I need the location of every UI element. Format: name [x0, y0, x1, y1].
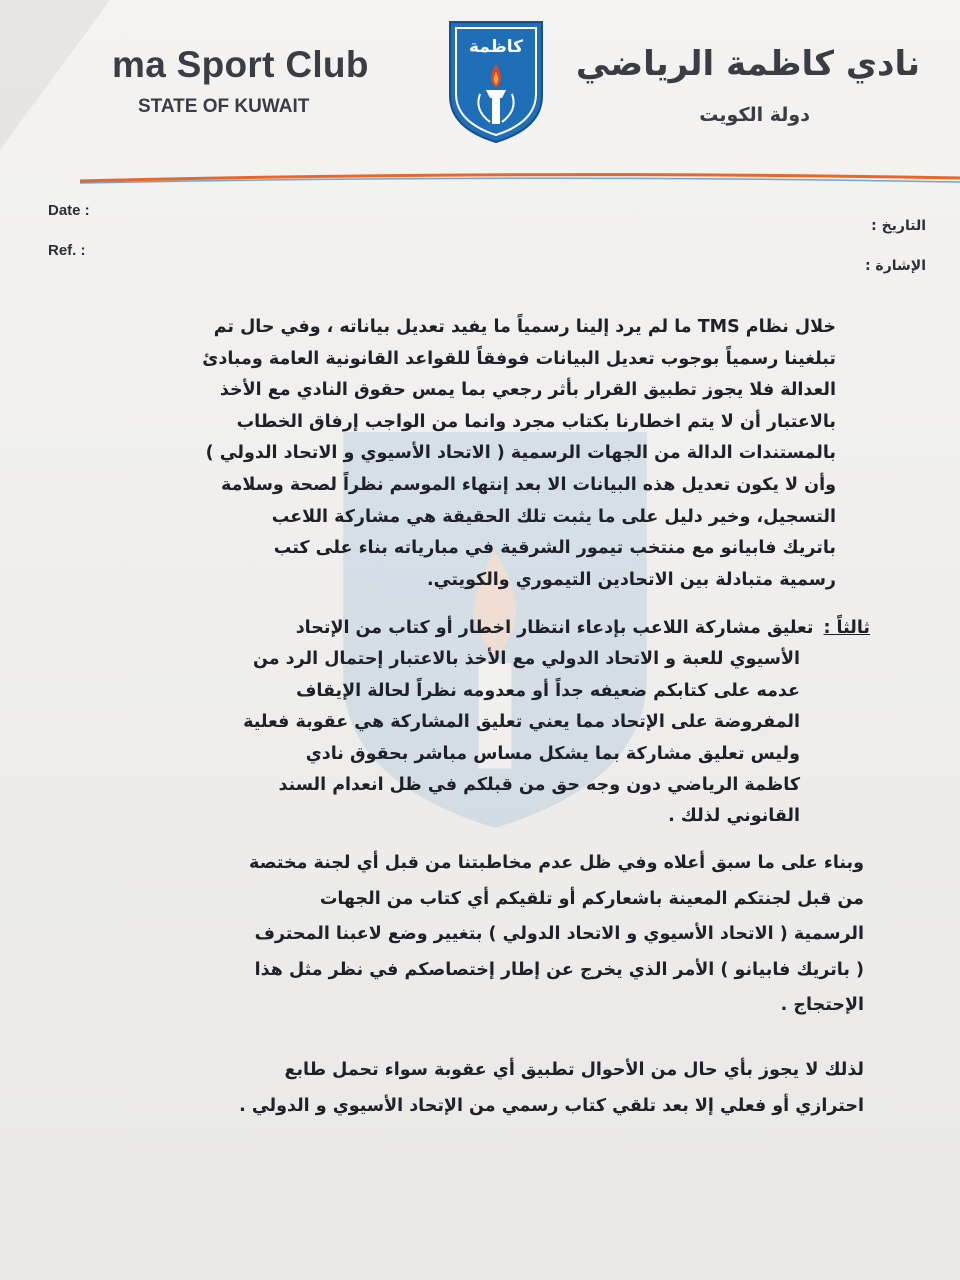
text-line: وبناء على ما سبق أعلاه وفي ظل عدم مخاطبتنا من قبل أي لجنة مختصة: [249, 853, 864, 873]
text-line: تعليق مشاركة اللاعب بإدعاء انتظار اخطار أو كتاب من الإتحاد: [295, 618, 814, 638]
text-line: وليس تعليق مشاركة بما يشكل مساس مباشر بحقوق نادي: [305, 743, 800, 764]
text-line: خلال نظام TMS ما لم يرد إلينا رسمياً ما يفيد تعديل بياناته ، وفي حال تم: [213, 317, 836, 337]
state-arabic: دولة الكويت: [699, 104, 810, 126]
text-line: وأن لا يكون تعديل هذه البيانات الا بعد إنتهاء الموسم نظراً لصحة وسلامة: [220, 474, 836, 495]
emblem-text: كاظمة: [469, 37, 523, 57]
text-line: من قبل لجنتكم المعينة باشعاركم أو تلقيكم أي كتاب من الجهات: [319, 888, 864, 909]
text-line: احترازي أو فعلي إلا بعد تلقي كتاب رسمي من الإتحاد الأسيوي و الدولي .: [239, 1096, 864, 1116]
text-line: بالاعتبار أن لا يتم اخطارنا بكتاب مجرد وانما من الواجب إرفاق الخطاب: [236, 411, 836, 432]
text-line: كاظمة الرياضي دون وجه حق من قبلكم في ظل انعدام السند: [278, 775, 800, 796]
state-english: STATE OF KUWAIT: [138, 96, 310, 117]
text-line: التسجيل، وخير دليل على ما يثبت تلك الحقيقة هي مشاركة اللاعب: [271, 506, 836, 527]
date-label: Date :: [48, 202, 90, 219]
text-line: الرسمية ( الاتحاد الأسيوي و الاتحاد الدولي ) بتغيير وضع لاعبنا المحترف: [254, 924, 864, 945]
date-label-arabic: التاريخ :: [871, 218, 926, 234]
text-line: رسمية متبادلة بين الاتحادين التيموري والكويتي.: [427, 569, 836, 590]
paragraph-third: [96, 613, 870, 833]
page-fold-shadow: [0, 0, 110, 150]
paragraph-conclusion: [96, 1052, 864, 1124]
text-line: العدالة فلا يجوز تطبيق القرار بأثر رجعي بما يمس حقوق النادي مع الأخذ: [219, 380, 836, 401]
paragraph-based-on: [80, 846, 864, 1024]
ref-label: Ref. :: [48, 242, 86, 259]
paragraph-tms: [96, 312, 836, 596]
text-line: القانوني لذلك .: [668, 806, 800, 827]
header-divider-line: [80, 168, 960, 184]
text-line: تبلغينا رسمياً بوجوب تعديل البيانات فوفقاً للقواعد القانونية العامة ومبادئ: [202, 348, 836, 369]
text-line: المفروضة على الإتحاد مما يعني تعليق المشاركة هي عقوبة فعلية: [243, 712, 800, 733]
text-line: الإحتجاج .: [780, 995, 864, 1016]
text-line: عدمه على كتابكم ضعيفه جداً أو معدومه نظراً لحالة الإيقاف: [296, 680, 800, 701]
section-heading-third: ثالثاً :: [823, 618, 870, 638]
text-line: الأسيوي للعبة و الاتحاد الدولي مع الأخذ بالاعتبار إحتمال الرد من: [252, 649, 800, 670]
text-line: بالمستندات الدالة من الجهات الرسمية ( الاتحاد الأسيوي و الاتحاد الدولي ): [205, 443, 836, 464]
club-name-arabic: نادي كاظمة الرياضي: [575, 44, 920, 84]
club-emblem-icon: [446, 18, 546, 146]
ref-label-arabic: الإشارة :: [864, 258, 926, 274]
text-line: لذلك لا يجوز بأي حال من الأحوال تطبيق أي عقوبة سواء تحمل طابع: [284, 1060, 864, 1080]
text-line: باتريك فابيانو مع منتخب تيمور الشرقية في مبارياته بناء على كتب: [273, 538, 836, 559]
text-line: ( باتريك فابيانو ) الأمر الذي يخرج عن إطار إختصاصكم في نظر مثل هذا: [254, 959, 864, 980]
club-name-english: ma Sport Club: [112, 44, 369, 85]
